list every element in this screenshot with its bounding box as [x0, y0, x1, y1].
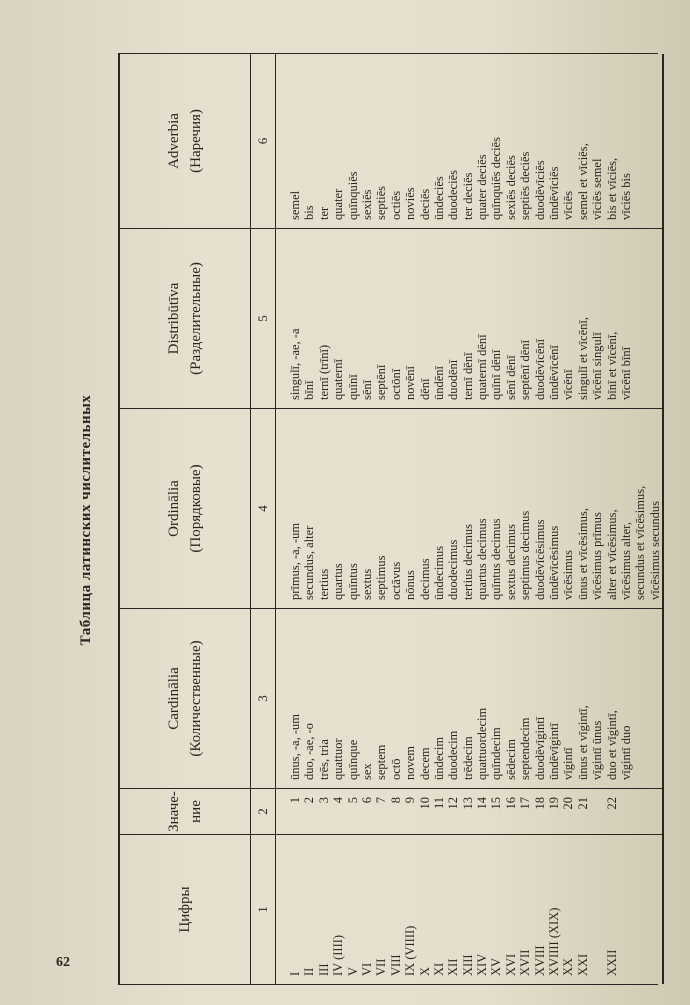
- adverbia-entry: duodeciēs: [446, 170, 461, 220]
- values-entry: 2: [302, 797, 317, 804]
- cardinalia-entry: quattuordecim: [475, 707, 490, 780]
- ciphers-entry: II: [302, 967, 317, 976]
- distributiva-entry: quīnī dēnī: [489, 349, 504, 400]
- ciphers-entry: XVIIII (XIX): [547, 907, 562, 976]
- column-number: 3: [251, 608, 275, 788]
- distributiva-entry: bīnī et vīcēnī,: [604, 331, 619, 400]
- numerals-table: [118, 53, 662, 985]
- adverbia-entry: semel: [288, 190, 302, 220]
- ciphers-entry: XX: [561, 957, 576, 976]
- ciphers-entry: XIV: [475, 953, 490, 976]
- cardinalia-entry: quīnque: [345, 739, 360, 780]
- values-entry: 22: [604, 797, 619, 810]
- ordinalia-entry: duodecimus: [446, 539, 461, 600]
- adverbia-entry: septiēs: [374, 185, 389, 220]
- distributiva-entry: quīnī: [345, 374, 360, 400]
- ordinalia-entry: ūndecimus: [431, 545, 446, 600]
- column-number: 6: [255, 137, 270, 145]
- distributiva-entry: octōnī: [388, 368, 403, 400]
- ordinalia-entry: quīntus: [345, 563, 360, 600]
- ciphers-entry: X: [417, 966, 432, 976]
- ordinalia-entry: vīcēsimus alter,: [618, 522, 633, 600]
- ciphers-entry: XVII: [518, 949, 533, 976]
- distributiva-entry: [633, 229, 647, 400]
- header-sublabel: (Разделительные): [188, 262, 204, 375]
- ciphers-column: [276, 834, 662, 984]
- distributiva-entry: ternī dēnī: [460, 352, 475, 400]
- cardinalia-entry: duodēvīgintī: [532, 716, 547, 780]
- distributiva-entry: vīcēnī: [561, 369, 576, 400]
- ordinalia-entry: vīcēsimus prīmus: [590, 512, 605, 600]
- distributiva-entry: septēnī: [374, 364, 389, 400]
- distributiva-entry: vīcēnī bīnī: [618, 346, 633, 400]
- values-entry: 9: [403, 797, 418, 804]
- cardinalia-entry: ūndecim: [431, 736, 446, 780]
- values-entry: [633, 797, 647, 834]
- ciphers-entry: VI: [359, 962, 374, 976]
- rotated-table-area: [60, 55, 665, 985]
- values-entry: 13: [460, 797, 475, 810]
- header-label: Цифры: [176, 886, 193, 933]
- cardinalia-entry: decem: [417, 747, 432, 780]
- ordinalia-entry: quartus: [331, 563, 346, 600]
- values-entry: 11: [431, 797, 446, 810]
- distributiva-entry: sēnī: [359, 379, 374, 400]
- column-number-row: [250, 54, 276, 984]
- ciphers-entry: XVIII: [532, 945, 547, 976]
- ciphers-entry: XV: [489, 957, 504, 976]
- adverbia-entry: quater: [331, 188, 346, 220]
- adverbia-entry: ter: [316, 206, 331, 220]
- distributiva-entry: ternī (trīnī): [316, 344, 331, 400]
- header-label: Cardinālia: [165, 667, 182, 730]
- ordinalia-entry: alter et vīcēsimus,: [604, 509, 619, 600]
- adverbia-entry: ūndēvīciēs: [547, 166, 562, 220]
- ciphers-entry: I: [288, 971, 302, 976]
- column-number: 5: [251, 228, 275, 408]
- header-ciphers: [120, 834, 250, 984]
- values-entry: 14: [475, 797, 490, 810]
- cardinalia-entry: quattuor: [331, 738, 346, 780]
- header-sublabel: (Наречия): [188, 109, 204, 173]
- ordinalia-entry: vīcēsimus: [561, 550, 576, 600]
- adverbia-entry: semel et vīciēs,: [575, 143, 590, 220]
- header-values: [120, 788, 250, 834]
- distributiva-entry: bīnī: [302, 380, 317, 400]
- values-entry: 21: [575, 797, 590, 810]
- header-adverbia: [120, 54, 250, 228]
- ordinalia-entry: septimus decimus: [518, 510, 533, 600]
- ordinalia-entry: quīntus decimus: [489, 518, 504, 600]
- adverbia-entry: bis et vīciēs,: [604, 157, 619, 220]
- adverbia-entry: noviēs: [403, 187, 418, 220]
- column-number: 2: [251, 788, 275, 834]
- header-cardinalia: [120, 608, 250, 788]
- values-column: [276, 788, 662, 834]
- table-title: Таблица латинских числительных: [78, 394, 94, 646]
- distributiva-entry: ūndēnī: [431, 365, 446, 400]
- page-number: 62: [56, 955, 70, 970]
- cardinalia-entry: novem: [403, 745, 418, 780]
- adverbia-entry: bis: [302, 205, 317, 220]
- ordinalia-entry: decimus: [417, 558, 432, 600]
- values-entry: 15: [489, 797, 504, 810]
- adverbia-entry: sexiēs deciēs: [503, 155, 518, 220]
- distributiva-entry: vīcēnī singulī: [590, 332, 605, 400]
- distributiva-entry: ūndēvīcēnī: [547, 345, 562, 400]
- cardinalia-entry: octō: [388, 758, 403, 780]
- adverbia-entry: octiēs: [388, 190, 403, 220]
- values-entry: 3: [316, 797, 331, 804]
- ordinalia-entry: tertius: [316, 568, 331, 600]
- header-ordinalia: [120, 408, 250, 608]
- header-row: [118, 54, 250, 984]
- values-entry: 16: [503, 797, 518, 810]
- distributiva-entry: septēnī dēnī: [518, 339, 533, 400]
- cardinalia-entry: vīgintī ūnus: [590, 720, 605, 780]
- values-entry: 8: [388, 797, 403, 804]
- column-number: 4: [251, 408, 275, 608]
- ciphers-entry: IX (VIIII): [403, 925, 418, 976]
- header-sublabel: ние: [188, 800, 204, 823]
- distributiva-column: [276, 228, 662, 408]
- cardinalia-entry: vīgintī: [561, 747, 576, 780]
- adverbia-entry: septiēs deciēs: [518, 151, 533, 220]
- ciphers-entry: [633, 835, 647, 976]
- ordinalia-entry: secundus et vīcēsimus,: [633, 485, 648, 600]
- values-entry: 12: [446, 797, 461, 810]
- header-distributiva: [120, 228, 250, 408]
- cardinalia-entry: quīndecim: [489, 727, 504, 780]
- ordinalia-entry: duodēvīcēsimus: [532, 519, 547, 600]
- adverbia-entry: duodēvīciēs: [532, 160, 547, 220]
- distributiva-entry: duodēvīcēnī: [532, 338, 547, 400]
- adverbia-entry: quater deciēs: [475, 154, 490, 220]
- ordinalia-entry: vīcēsimus secundus: [647, 501, 662, 600]
- cardinalia-column: [276, 608, 662, 788]
- ciphers-entry: XI: [431, 962, 446, 976]
- cardinalia-entry: septem: [374, 744, 389, 780]
- ciphers-entry: VII: [374, 958, 389, 976]
- ordinalia-entry: quartus decimus: [475, 518, 490, 600]
- adverbia-entry: deciēs: [417, 188, 432, 220]
- cardinalia-entry: ūndēvīgintī: [547, 723, 562, 780]
- values-entry: [590, 797, 604, 834]
- distributiva-entry: sēnī dēnī: [503, 355, 518, 400]
- ordinalia-entry: prīmus, -a, -um: [288, 522, 302, 600]
- values-entry: 19: [547, 797, 562, 810]
- distributiva-entry: dēnī: [417, 378, 432, 400]
- values-entry: 20: [561, 797, 576, 810]
- values-entry: 6: [359, 797, 374, 804]
- ciphers-entry: XXII: [604, 949, 619, 976]
- adverbia-entry: sexiēs: [359, 189, 374, 220]
- cardinalia-entry: duodecim: [446, 730, 461, 780]
- ordinalia-entry: tertius decimus: [460, 523, 475, 600]
- distributiva-entry: quaternī dēnī: [475, 334, 490, 400]
- body-row: [276, 54, 664, 984]
- cardinalia-entry: ūnus et vīgintī,: [575, 705, 590, 780]
- values-entry: 10: [417, 797, 432, 810]
- adverbia-entry: vīciēs: [561, 190, 576, 220]
- ordinalia-entry: sextus: [359, 568, 374, 600]
- ciphers-entry: [619, 835, 633, 976]
- header-label: Ordinālia: [165, 480, 182, 537]
- cardinalia-entry: [633, 609, 647, 780]
- ordinalia-entry: ūndēvīcēsimus: [547, 525, 562, 600]
- values-entry: 7: [374, 797, 389, 804]
- adverbia-entry: ter deciēs: [460, 172, 475, 220]
- adverbia-entry: ūndeciēs: [431, 176, 446, 220]
- distributiva-entry: duodēnī: [446, 359, 461, 400]
- cardinalia-entry: ūnus, -a, -um: [288, 714, 302, 780]
- ordinalia-entry: secundus, alter: [302, 525, 317, 600]
- adverbia-column: [276, 54, 662, 228]
- header-label: Значе-: [165, 791, 182, 832]
- ciphers-entry: V: [345, 966, 360, 976]
- adverbia-entry: vīciēs semel: [590, 158, 605, 220]
- header-sublabel: (Порядковые): [188, 464, 204, 553]
- ciphers-entry: III: [316, 963, 331, 976]
- ordinalia-entry: sextus decimus: [503, 523, 518, 600]
- adverbia-entry: quīnquiēs deciēs: [489, 137, 504, 220]
- distributiva-entry: novēnī: [403, 365, 418, 400]
- distributiva-entry: singulī et vīcēnī,: [575, 317, 590, 400]
- cardinalia-entry: sex: [359, 763, 374, 780]
- ciphers-entry: VIII: [388, 954, 403, 976]
- header-sublabel: (Количественные): [188, 640, 204, 757]
- column-number: 1: [251, 834, 275, 984]
- header-label: Adverbia: [165, 113, 182, 169]
- cardinalia-entry: sēdecim: [503, 739, 518, 780]
- cardinalia-entry: vīgintī duo: [618, 725, 633, 780]
- ordinalia-column: [276, 408, 662, 608]
- ciphers-entry: XIII: [460, 954, 475, 976]
- distributiva-entry: singulī, -ae, -a: [288, 328, 302, 400]
- adverbia-entry: [633, 54, 647, 220]
- values-entry: 17: [518, 797, 533, 810]
- cardinalia-entry: duo et vīgintī,: [604, 710, 619, 780]
- cardinalia-entry: trēdecim: [460, 736, 475, 780]
- adverbia-entry: vīciēs bis: [618, 173, 633, 220]
- values-entry: 1: [288, 797, 302, 804]
- values-entry: 4: [331, 797, 346, 804]
- ordinalia-entry: septimus: [374, 555, 389, 600]
- adverbia-entry: quīnquiēs: [345, 171, 360, 220]
- header-label: Distribūtīva: [165, 282, 182, 355]
- values-entry: 5: [345, 797, 360, 804]
- values-entry: [619, 797, 633, 834]
- ciphers-entry: [590, 835, 604, 976]
- ciphers-entry: IV (IIII): [331, 934, 346, 976]
- cardinalia-entry: trēs, tria: [316, 739, 331, 780]
- values-entry: 18: [532, 797, 547, 810]
- ordinalia-entry: octāvus: [388, 561, 403, 600]
- distributiva-entry: quaternī: [331, 359, 346, 400]
- ciphers-entry: XVI: [503, 953, 518, 976]
- ciphers-entry: XXI: [575, 953, 590, 976]
- cardinalia-entry: duo, -ae, -o: [302, 723, 317, 780]
- ciphers-entry: XII: [446, 958, 461, 976]
- ordinalia-entry: ūnus et vīcēsimus,: [575, 507, 590, 600]
- ordinalia-entry: nōnus: [403, 570, 418, 600]
- cardinalia-entry: septendecim: [518, 717, 533, 780]
